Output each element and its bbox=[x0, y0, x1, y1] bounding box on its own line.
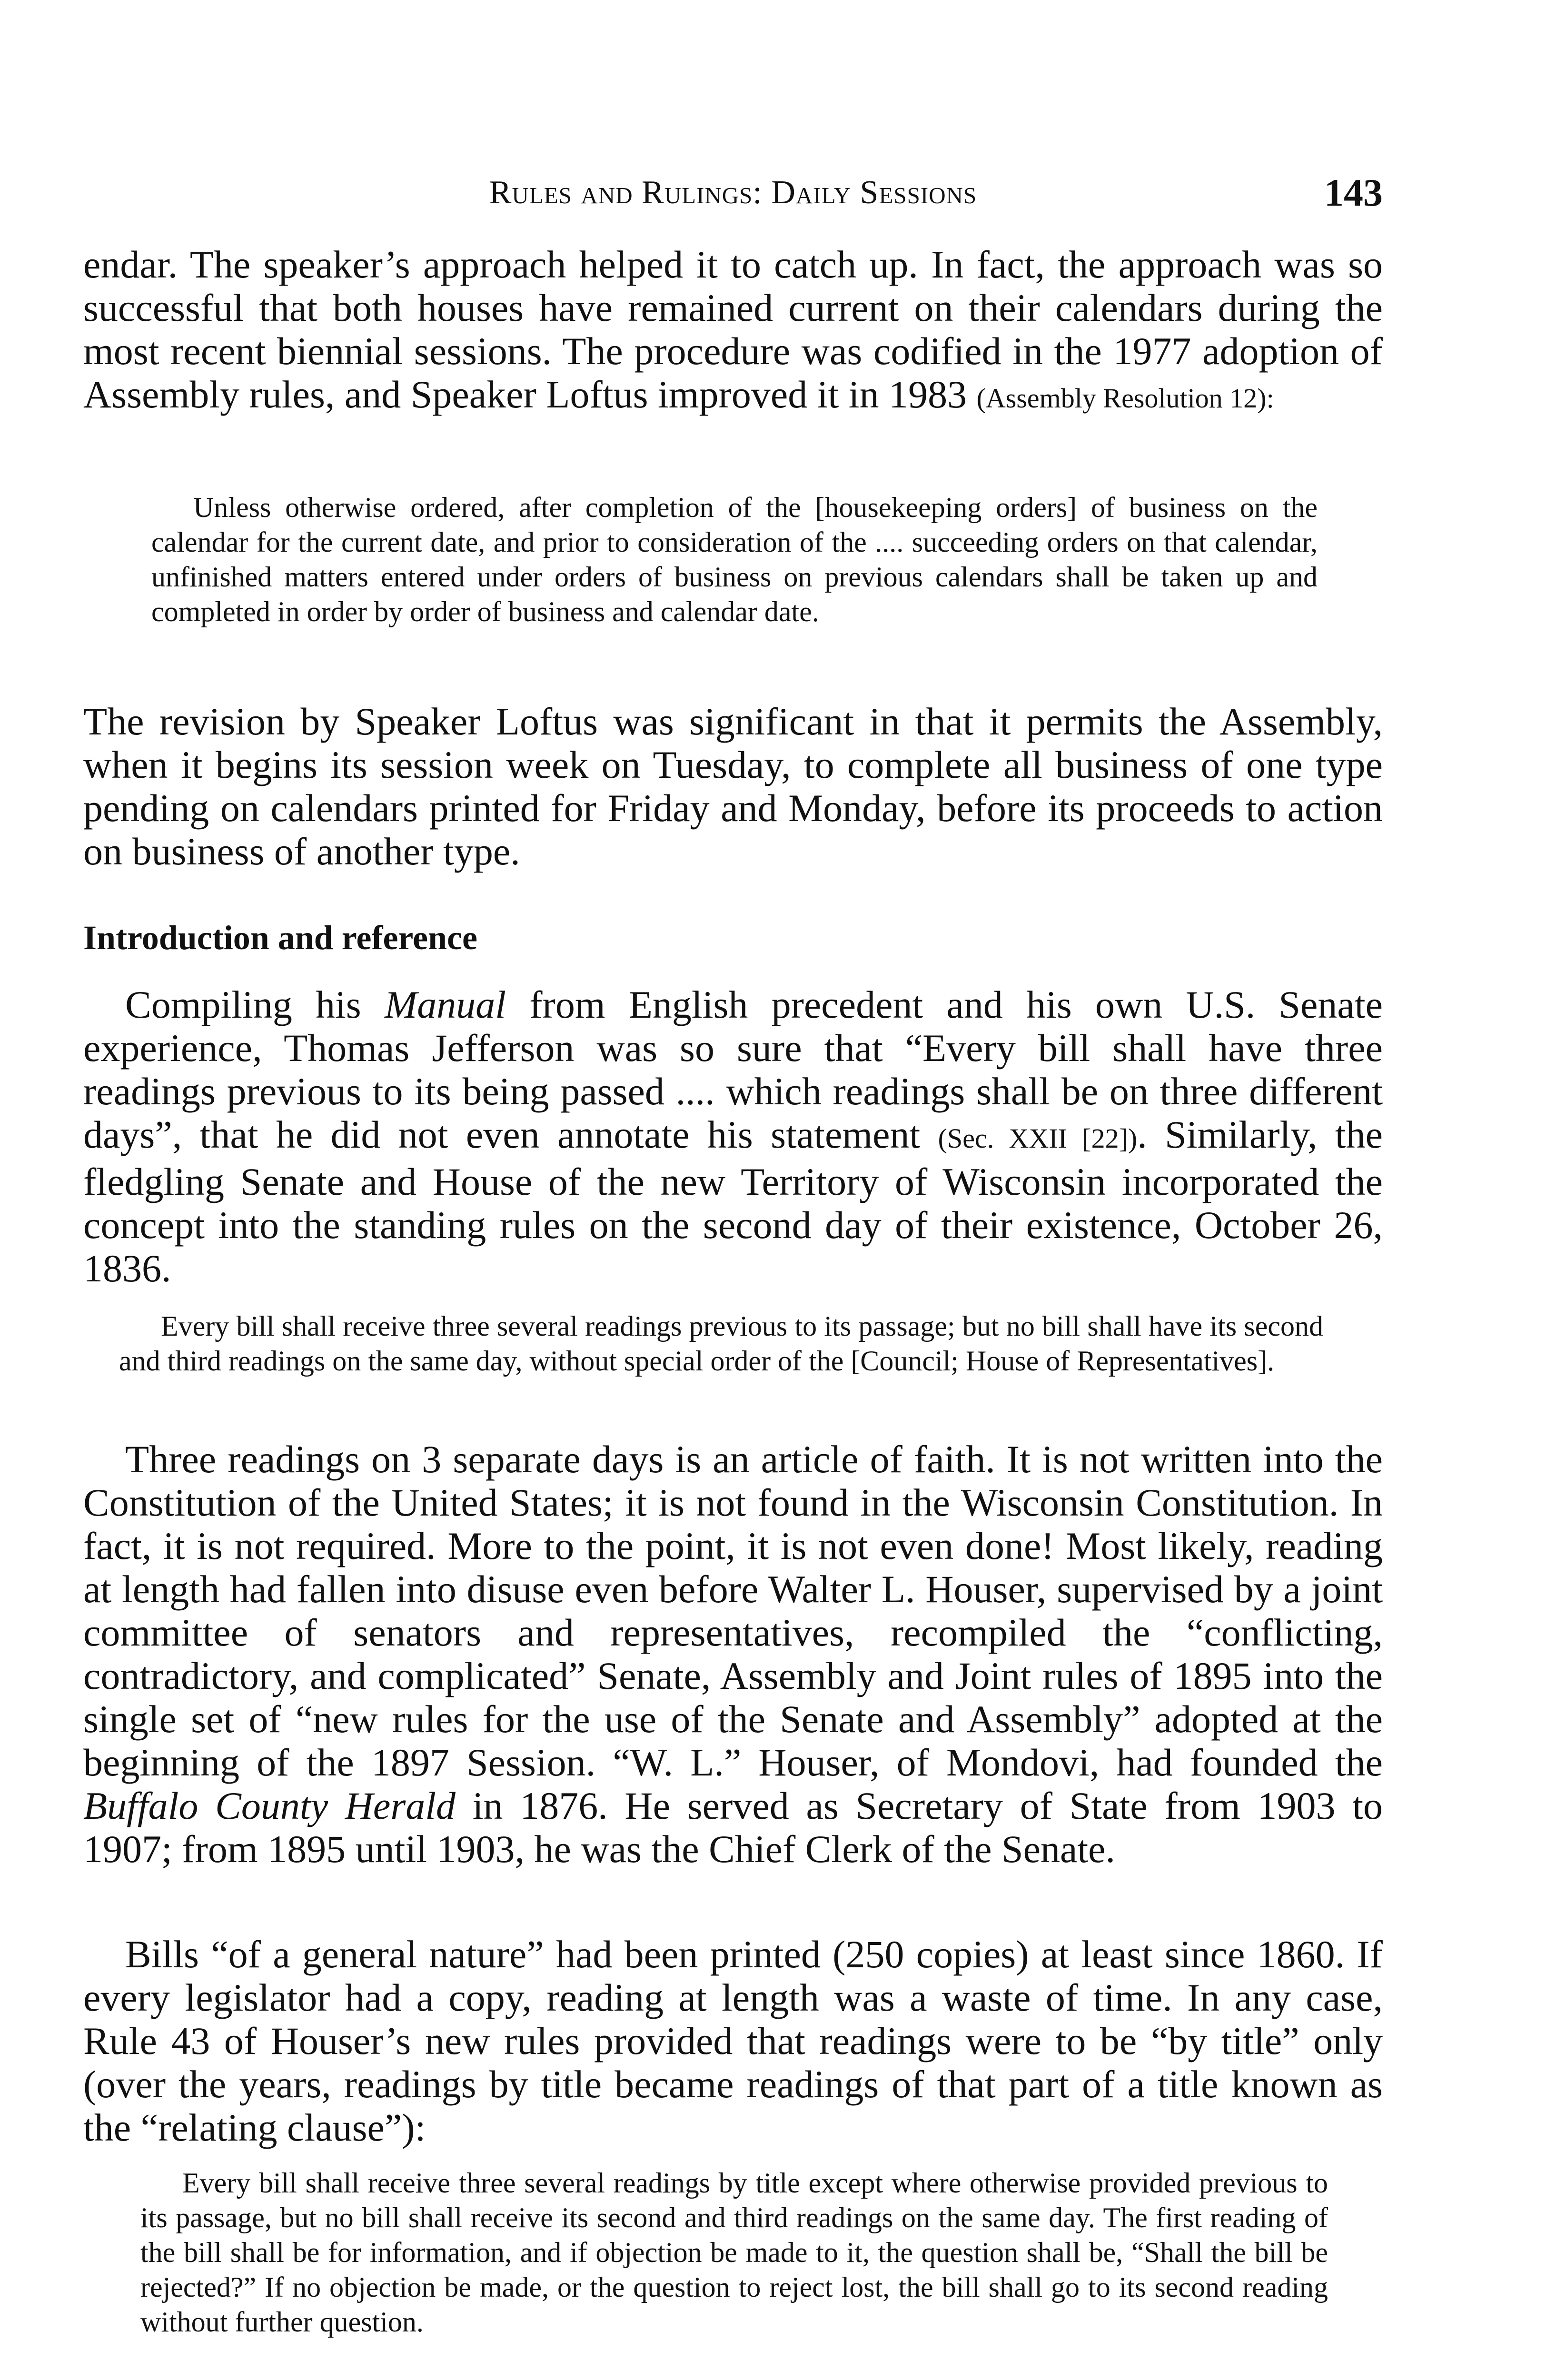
paragraph-jefferson-manual bbox=[83, 983, 1383, 1290]
paragraph-text-end: in 1876. He served as Secretary of State from 1903 to 1907; from 1895 until 1903, he was the Chief Clerk of the Senate. bbox=[83, 1784, 1383, 1871]
section-heading: Introduction and reference bbox=[83, 919, 477, 957]
page-number: 143 bbox=[1324, 171, 1383, 214]
block-quote-territory-rule bbox=[119, 1309, 1323, 1378]
paragraph-text: endar. The speaker’s approach helped it to catch up. In fact, the approach was so successful that both houses have remained current on their calendars during the most recent biennial sessions. The procedure was codified in the 1977 adoption of Assembly rules, and Speaker Loftus improved it in 1983 bbox=[83, 243, 1383, 416]
quote-text: Every bill shall receive three several readings by title except where otherwise provided previous to its passage, but no bill shall receive its second and third readings on the same day. The first reading of the bill shall be for information, and if objection be made to it, the question shall be, “Shall the bill be rejected?” If no objection be made, or the question to reject lost, the bill shall go to its second reading without further question. bbox=[140, 2167, 1328, 2338]
block-quote-rule-43 bbox=[140, 2166, 1328, 2340]
newspaper-title: Buffalo County Herald bbox=[83, 1784, 456, 1827]
running-header bbox=[83, 169, 1383, 221]
quote-text: Unless otherwise ordered, after completion of the [housekeeping orders] of business on the calendar for the current date, and prior to consideration of the .... succeeding orders on that calendar, unfinished matters entered under orders of business on previous calendars shall be taken up and completed in order by order of business and calendar date. bbox=[151, 492, 1318, 627]
block-quote-assembly-rule bbox=[151, 490, 1318, 629]
paragraph-text: The revision by Speaker Loftus was significant in that it permits the Assembly, when it begins its session week on Tuesday, to complete all business of one type pending on calendars printed for Friday and Monday, before its proceeds to action on business of another type. bbox=[83, 700, 1383, 873]
quote-text: Every bill shall receive three several readings previous to its passage; but no bill shall have its second and third readings on the same day, without special order of the [Council; House of Representatives]. bbox=[119, 1310, 1323, 1377]
assembly-resolution-citation: (Assembly Resolution 12): bbox=[976, 383, 1274, 414]
paragraph-text: Bills “of a general nature” had been printed (250 copies) at least since 1860. If every legislator had a copy, reading at length was a waste of time. In any case, Rule 43 of Houser’s new rules provided that readings were to be “by title” only (over the years, readings by title became readings of that part of a title known as the “relating clause”): bbox=[83, 1933, 1383, 2149]
paragraph-article-of-faith bbox=[83, 1438, 1383, 1871]
paragraph-loftus-revision bbox=[83, 700, 1383, 873]
paragraph-printed-bills bbox=[83, 1933, 1383, 2149]
running-title: Rules and Rulings: Daily Sessions bbox=[489, 174, 977, 211]
paragraph-text-middle: from English precedent and his own U.S. Senate experience, Thomas Jefferson was so sure that “Every bill shall have three readings previous to its being passed .... which readings shall be on three different days”, that he did not even annotate his statement bbox=[83, 983, 1383, 1156]
paragraph-continuation bbox=[83, 243, 1383, 420]
paragraph-text-start: Compiling his bbox=[125, 983, 385, 1026]
section-citation: (Sec. XXII [22]) bbox=[938, 1123, 1138, 1154]
manual-title: Manual bbox=[384, 983, 506, 1026]
paragraph-text-start: Three readings on 3 separate days is an article of faith. It is not written into the Constitution of the United States; it is not found in the Wisconsin Constitution. In fact, it is not required. More to the point, it is not even done! Most likely, reading at length had fallen into disuse even before Walter L. Houser, supervised by a joint committee of senators and representatives, recompiled the “conflicting, contradictory, and complicated” Senate, Assembly and Joint rules of 1895 into the single set of “new rules for the use of the Senate and Assembly” adopted at the beginning of the 1897 Session. “W. L.” Houser, of Mondovi, had founded the bbox=[83, 1438, 1383, 1784]
paragraph-text-end: . Similarly, the fledgling Senate and House of the new Territory of Wisconsin incorporated the concept into the standing rules on the second day of their existence, October 26, 1836. bbox=[83, 1113, 1383, 1290]
